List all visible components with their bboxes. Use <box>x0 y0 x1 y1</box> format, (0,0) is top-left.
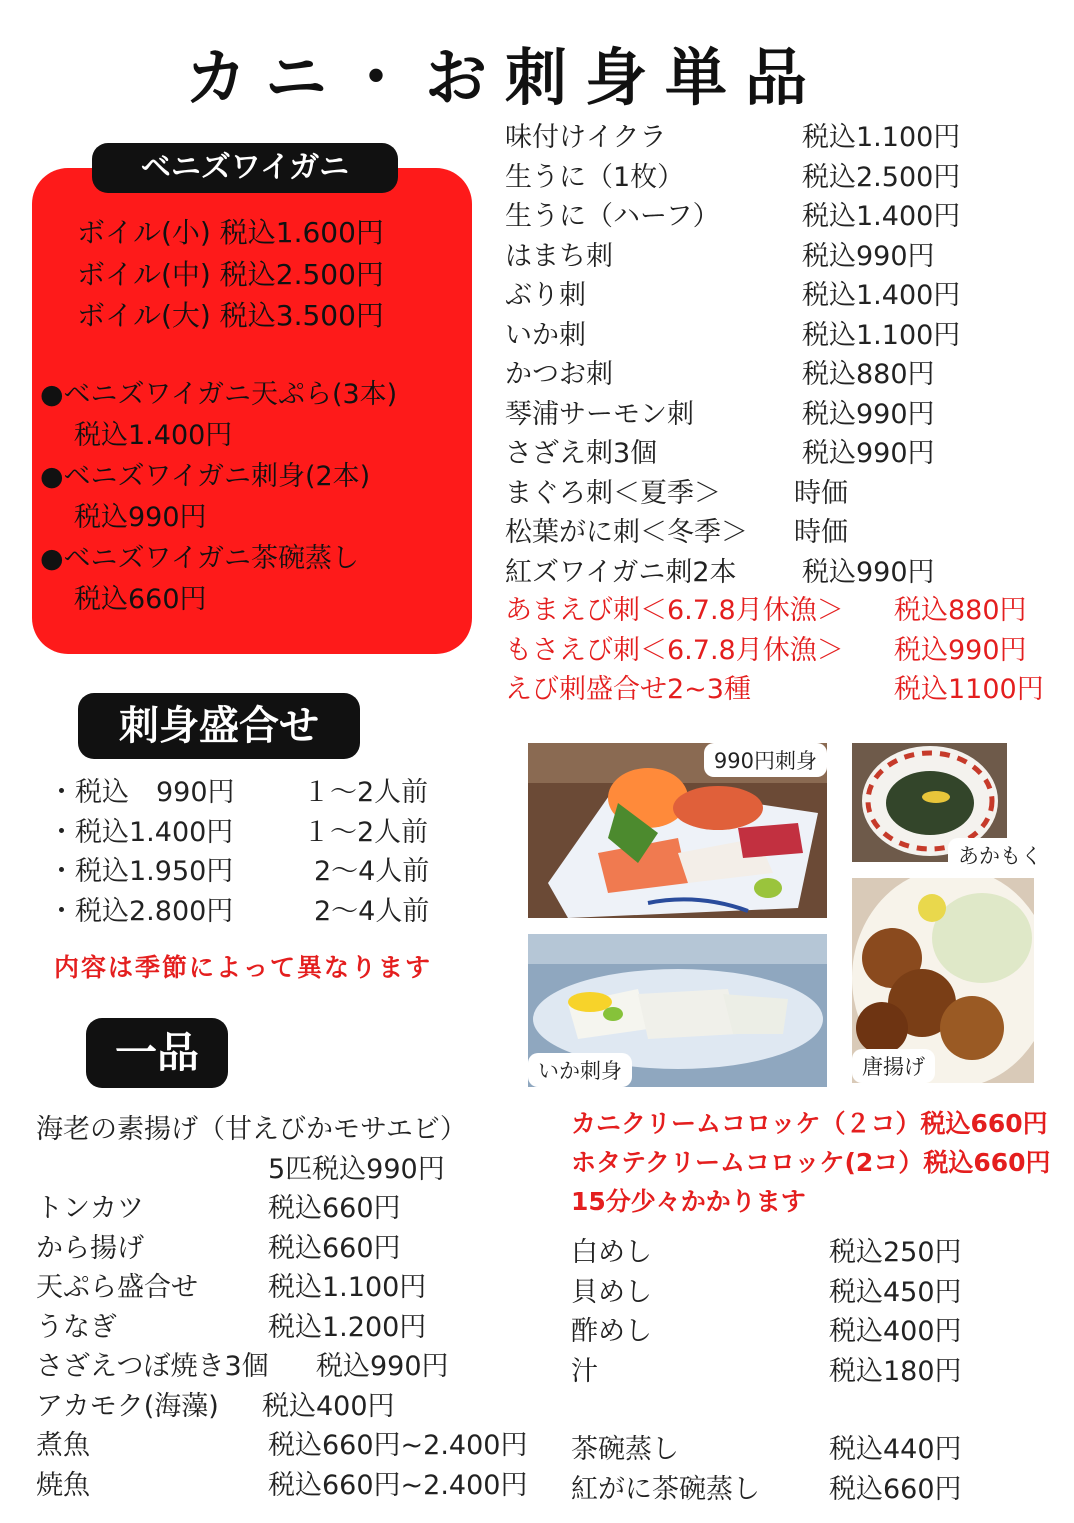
sashimi-item-price: 税込990円 <box>802 438 935 469</box>
ippin-item-price: 税込400円 <box>262 1390 395 1422</box>
croquette-list <box>571 1104 1051 1221</box>
moriawase-people: 2～4人前 <box>314 856 430 887</box>
chawan-item-price: 税込660円 <box>829 1473 962 1505</box>
karaage-photo <box>852 878 1034 1083</box>
akamoku-photo-label: あかもく <box>948 838 1052 872</box>
sashimi-item-price: 税込1.400円 <box>802 201 961 232</box>
ippin-item-price: 税込990円 <box>316 1351 449 1382</box>
rice-list <box>571 1233 1011 1393</box>
shrimp-item-price: 税込1100円 <box>894 674 1044 705</box>
moriawase-price: ・税込1.400円 <box>48 816 234 848</box>
moriawase-people: 2～4人前 <box>314 895 430 927</box>
sashimi-item-price: 税込1.100円 <box>802 122 961 153</box>
chawan-item-name: 茶碗蒸し <box>571 1434 679 1465</box>
shrimp-item-name: えび刺盛合せ2~3種 <box>505 674 751 705</box>
rice-item-name: 酢めし <box>571 1316 652 1347</box>
page-title: カニ・お刺身単品 <box>184 41 825 114</box>
crab-item-price: 税込990円 <box>74 502 207 533</box>
crab-boil-list <box>77 212 384 337</box>
chawan-item-name: 紅がに茶碗蒸し <box>571 1473 760 1505</box>
ippin-item-name: から揚げ <box>36 1232 144 1264</box>
ippin-item-name: 天ぷら盛合せ <box>36 1272 198 1303</box>
sashimi-item-name: 松葉がに刺＜冬季＞ <box>505 517 748 548</box>
ippin-item-price: 税込660円~2.400円 <box>268 1469 528 1501</box>
croquette-line: カニクリームコロッケ（２コ）税込660円 <box>571 1109 1048 1138</box>
moriawase-note: 内容は季節によって異なります <box>54 953 433 982</box>
ippin-item-name: さざえつぼ焼き3個 <box>36 1351 269 1382</box>
crab-item-name: ●ベニズワイガニ茶碗蒸し <box>40 543 359 574</box>
shrimp-item-name: もさえび刺＜6.7.8月休漁＞ <box>505 634 844 666</box>
crab-section-tag: ベニズワイガニ <box>92 143 398 193</box>
ika-photo-label: いか刺身 <box>528 1053 632 1087</box>
sashimi-item-price: 税込990円 <box>802 240 935 272</box>
rice-item-price: 税込250円 <box>829 1237 962 1268</box>
sashimi-item-price: 時価 <box>794 477 848 509</box>
ippin-item-name: アカモク(海藻) <box>36 1390 219 1422</box>
rice-item-price: 税込400円 <box>829 1316 962 1347</box>
ippin-item-price: 税込660円 <box>268 1232 401 1264</box>
rice-item-price: 税込180円 <box>829 1355 962 1387</box>
crab-item-name: ●ベニズワイガニ刺身(2本) <box>40 461 371 492</box>
crab-items-list <box>40 374 397 620</box>
moriawase-people: １～2人前 <box>303 777 429 808</box>
ippin-item-price: 税込1.200円 <box>268 1311 427 1343</box>
shrimp-item-price: 税込880円 <box>894 595 1027 626</box>
sashimi-item-price: 税込990円 <box>802 398 935 430</box>
rice-item-name: 白めし <box>571 1237 652 1268</box>
ippin-tag: 一品 <box>86 1018 228 1088</box>
sashimi-item-name: 味付けイクラ <box>505 122 667 153</box>
chawan-list <box>571 1430 1011 1510</box>
crab-boil-medium: ボイル(中) 税込2.500円 <box>77 257 384 291</box>
rice-item-name: 貝めし <box>571 1276 652 1308</box>
sashimi-item-name: さざえ刺3個 <box>505 438 658 469</box>
shrimp-list <box>505 591 1065 711</box>
moriawase-price: ・税込2.800円 <box>48 895 234 927</box>
ippin-item-name: 焼魚 <box>36 1469 90 1501</box>
ippin-item-price: 税込1.100円 <box>268 1272 427 1303</box>
sashimi-item-name: かつお刺 <box>505 359 613 390</box>
sashimi-item-name: 琴浦サーモン刺 <box>505 398 694 430</box>
moriawase-list <box>48 773 468 933</box>
sashimi-item-name: 紅ズワイガニ刺2本 <box>505 556 737 588</box>
sashimi-item-price: 税込990円 <box>802 556 935 588</box>
ippin-item-name: うなぎ <box>36 1311 117 1343</box>
moriawase-price: ・税込1.950円 <box>48 856 234 887</box>
moriawase-people: １～2人前 <box>303 816 429 848</box>
shrimp-item-name: あまえび刺＜6.7.8月休漁＞ <box>505 595 844 626</box>
crab-item-name: ●ベニズワイガニ天ぷら(3本) <box>40 379 398 410</box>
sashimi-item-name: まぐろ刺＜夏季＞ <box>505 477 721 509</box>
sashimi-item-name: 生うに（ハーフ） <box>505 201 720 232</box>
sashimi-item-price: 時価 <box>794 517 848 548</box>
sashimi-item-name: ぶり刺 <box>505 280 586 311</box>
crab-item-price: 税込1.400円 <box>74 420 233 451</box>
sashimi-item-price: 税込1.100円 <box>802 319 961 351</box>
sashimi-item-name: はまち刺 <box>505 240 613 272</box>
chawan-item-price: 税込440円 <box>829 1434 962 1465</box>
ippin-item-price: 税込660円 <box>268 1193 401 1224</box>
sashimi-list <box>505 118 1065 594</box>
sashimi-item-price: 税込1.400円 <box>802 280 961 311</box>
ippin-item-name: トンカツ <box>36 1193 144 1224</box>
rice-item-price: 税込450円 <box>829 1276 962 1308</box>
crab-boil-large: ボイル(大) 税込3.500円 <box>77 299 384 332</box>
croquette-note: 15分少々かかります <box>571 1187 806 1216</box>
croquette-line: ホタテクリームコロッケ(2コ）税込660円 <box>571 1148 1051 1177</box>
sashimi-item-price: 税込2.500円 <box>802 161 961 193</box>
sashimi-photo <box>528 743 827 918</box>
moriawase-price: ・税込 990円 <box>48 777 235 808</box>
rice-item-name: 汁 <box>571 1355 598 1387</box>
ippin-item-name: 煮魚 <box>36 1430 90 1461</box>
crab-item-price: 税込660円 <box>74 584 207 615</box>
crab-boil-small: ボイル(小) 税込1.600円 <box>77 216 384 249</box>
ippin-item-price: 5匹税込990円 <box>268 1153 445 1185</box>
sashimi-photo-label: 990円刺身 <box>704 743 827 777</box>
sashimi-item-price: 税込880円 <box>802 359 935 390</box>
karaage-photo-label: 唐揚げ <box>852 1049 935 1083</box>
sashimi-item-name: いか刺 <box>505 319 586 351</box>
shrimp-item-price: 税込990円 <box>894 634 1027 666</box>
ika-photo <box>528 934 827 1087</box>
ippin-item-name: 海老の素揚げ（甘えびかモサエビ） <box>36 1114 467 1145</box>
ippin-item-price: 税込660円~2.400円 <box>268 1430 528 1461</box>
sashimi-item-name: 生うに（1枚） <box>505 161 685 193</box>
ippin-list <box>36 1110 556 1510</box>
moriawase-tag: 刺身盛合せ <box>78 693 360 759</box>
